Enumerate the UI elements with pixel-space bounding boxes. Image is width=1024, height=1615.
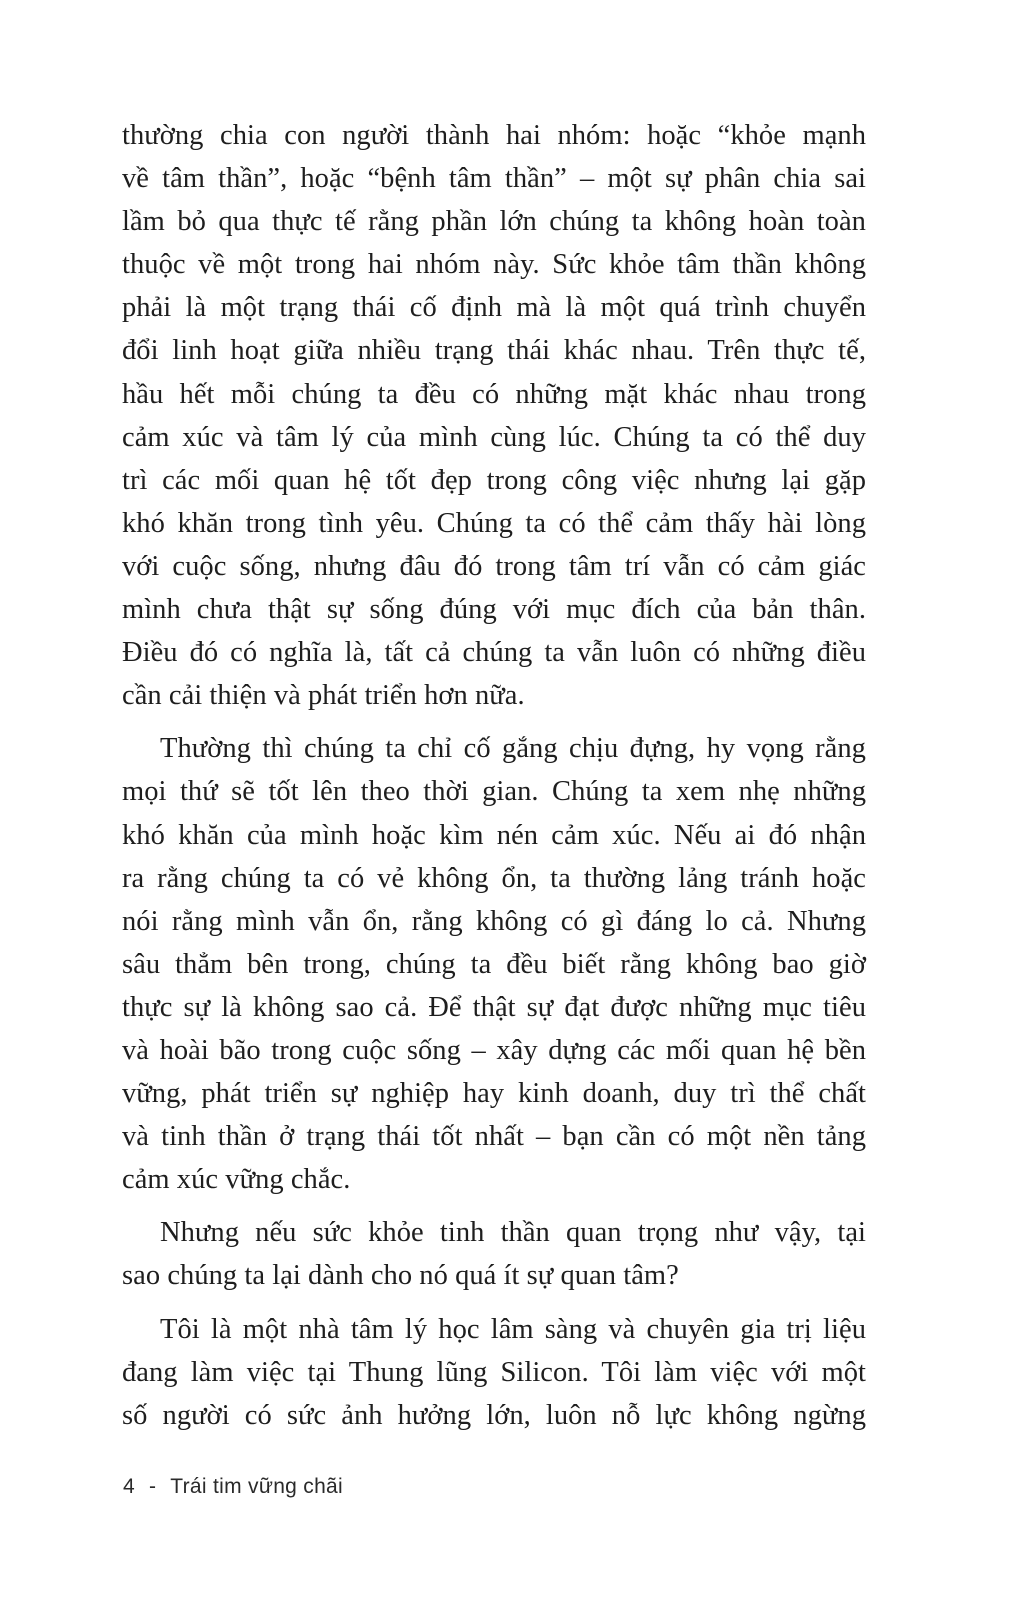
text-line: thực sự là không sao cả. Để thật sự đạt được những mục tiêu (122, 991, 866, 1023)
text-line: Tôi là một nhà tâm lý học lâm sàng và chuyên gia trị liệu (160, 1313, 866, 1345)
text-line: hầu hết mỗi chúng ta đều có những mặt khác nhau trong (122, 378, 866, 410)
text-line: thường chia con người thành hai nhóm: hoặc “khỏe mạnh (122, 120, 866, 151)
text-line: cảm xúc và tâm lý của mình cùng lúc. Chúng ta có thể duy (122, 421, 866, 453)
paragraph-gap (122, 717, 866, 727)
text-line: nói rằng mình vẫn ổn, rằng không có gì đáng lo cả. Nhưng (122, 905, 866, 937)
text-line: và hoài bão trong cuộc sống – xây dựng các mối quan hệ bền (122, 1034, 866, 1066)
paragraph-gap (122, 1201, 866, 1211)
page-footer (123, 1475, 343, 1499)
text-line: lầm bỏ qua thực tế rằng phần lớn chúng ta không hoàn toàn (122, 206, 866, 238)
text-line: trì các mối quan hệ tốt đẹp trong công việc nhưng lại gặp (122, 464, 866, 496)
page-number: 4 (123, 1475, 135, 1498)
text-line: đang làm việc tại Thung lũng Silicon. Tôi làm việc với một (122, 1356, 866, 1388)
footer-separator: - (148, 1475, 157, 1498)
paragraph-gap (122, 1298, 866, 1308)
paragraph (122, 727, 866, 1201)
text-line: Thường thì chúng ta chỉ cố gắng chịu đựng, hy vọng rằng (160, 733, 866, 765)
text-line: về tâm thần”, hoặc “bệnh tâm thần” – một sự phân chia sai (122, 163, 866, 195)
text-line: sâu thẳm bên trong, chúng ta đều biết rằng không bao giờ (122, 948, 866, 980)
text-line: phải là một trạng thái cố định mà là một quá trình chuyển (122, 292, 866, 324)
text-line: cảm xúc vững chắc. (122, 1164, 351, 1196)
paragraph (122, 1211, 866, 1297)
text-line: Nhưng nếu sức khỏe tinh thần quan trọng như vậy, tại (160, 1217, 866, 1249)
text-line: thuộc về một trong hai nhóm này. Sức khỏe tâm thần không (122, 249, 866, 281)
text-line: ra rằng chúng ta có vẻ không ổn, ta thường lảng tránh hoặc (122, 862, 866, 894)
book-title: Trái tim vững chãi (170, 1475, 344, 1498)
text-line: Điều đó có nghĩa là, tất cả chúng ta vẫn luôn có những điều (122, 637, 866, 669)
text-line: và tinh thần ở trạng thái tốt nhất – bạn cần có một nền tảng (122, 1121, 866, 1153)
text-line: cần cải thiện và phát triển hơn nữa. (122, 680, 525, 712)
body-text (122, 114, 866, 1437)
text-line: mình chưa thật sự sống đúng với mục đích của bản thân. (122, 594, 866, 626)
text-line: mọi thứ sẽ tốt lên theo thời gian. Chúng ta xem nhẹ những (122, 776, 866, 808)
text-line: khó khăn trong tình yêu. Chúng ta có thể cảm thấy hài lòng (122, 507, 866, 539)
paragraph (122, 114, 866, 717)
text-line: vững, phát triển sự nghiệp hay kinh doanh, duy trì thể chất (122, 1078, 866, 1110)
text-line: khó khăn của mình hoặc kìm nén cảm xúc. Nếu ai đó nhận (122, 819, 866, 851)
text-line: với cuộc sống, nhưng đâu đó trong tâm trí vẫn có cảm giác (122, 550, 866, 582)
text-line: đổi linh hoạt giữa nhiều trạng thái khác nhau. Trên thực tế, (122, 335, 866, 367)
text-line: sao chúng ta lại dành cho nó quá ít sự quan tâm? (122, 1260, 679, 1292)
text-line: số người có sức ảnh hưởng lớn, luôn nỗ lực không ngừng (122, 1399, 866, 1431)
paragraph (122, 1308, 866, 1437)
